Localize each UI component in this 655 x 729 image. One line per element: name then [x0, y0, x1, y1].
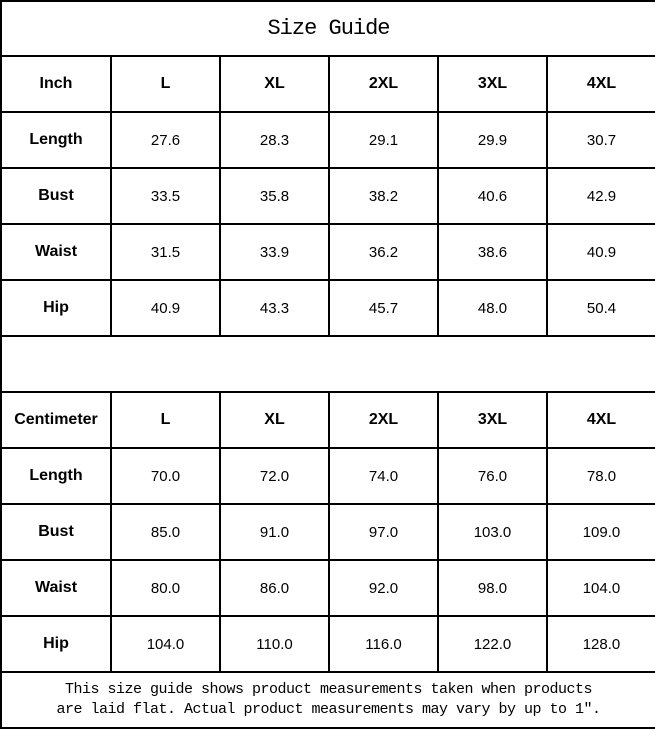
inch-header-row [1, 56, 655, 112]
inch-length-row [1, 112, 655, 168]
inch-waist-row [1, 224, 655, 280]
cm-unit-header: Centimeter [1, 392, 111, 448]
cm-length-row [1, 448, 655, 504]
footer-note [1, 672, 655, 728]
spacer-cell [1, 336, 655, 392]
row-label: Length [1, 448, 111, 504]
cm-bust-row [1, 504, 655, 560]
cm-header-row [1, 392, 655, 448]
inch-bust-row [1, 168, 655, 224]
size-cell: 128.0 [547, 616, 655, 672]
size-cell: 42.9 [547, 168, 655, 224]
size-cell: 104.0 [547, 560, 655, 616]
size-cell: 122.0 [438, 616, 547, 672]
size-cell: 36.2 [329, 224, 438, 280]
size-cell: 30.7 [547, 112, 655, 168]
size-cell: 80.0 [111, 560, 220, 616]
size-cell: 29.1 [329, 112, 438, 168]
col-header-2xl: 2XL [329, 56, 438, 112]
size-cell: 91.0 [220, 504, 329, 560]
row-label: Hip [1, 616, 111, 672]
page-title: Size Guide [1, 1, 655, 56]
row-label: Hip [1, 280, 111, 336]
col-header-4xl: 4XL [547, 56, 655, 112]
row-label: Bust [1, 504, 111, 560]
size-cell: 35.8 [220, 168, 329, 224]
col-header-l: L [111, 56, 220, 112]
size-cell: 98.0 [438, 560, 547, 616]
size-cell: 116.0 [329, 616, 438, 672]
footer-note-line1: This size guide shows product measurements taken when products [64, 681, 593, 698]
size-cell: 104.0 [111, 616, 220, 672]
col-header-xl: XL [220, 56, 329, 112]
size-cell: 103.0 [438, 504, 547, 560]
size-cell: 50.4 [547, 280, 655, 336]
size-cell: 85.0 [111, 504, 220, 560]
col-header-3xl: 3XL [438, 392, 547, 448]
inch-hip-row [1, 280, 655, 336]
col-header-2xl: 2XL [329, 392, 438, 448]
size-cell: 48.0 [438, 280, 547, 336]
size-cell: 97.0 [329, 504, 438, 560]
size-cell: 27.6 [111, 112, 220, 168]
size-cell: 40.9 [547, 224, 655, 280]
size-cell: 110.0 [220, 616, 329, 672]
row-label: Waist [1, 224, 111, 280]
size-cell: 45.7 [329, 280, 438, 336]
size-cell: 109.0 [547, 504, 655, 560]
size-cell: 40.9 [111, 280, 220, 336]
footer-note-line2: are laid flat. Actual product measurements may vary by up to 1″. [56, 701, 601, 718]
size-cell: 74.0 [329, 448, 438, 504]
size-cell: 29.9 [438, 112, 547, 168]
inch-unit-header: Inch [1, 56, 111, 112]
col-header-3xl: 3XL [438, 56, 547, 112]
size-cell: 28.3 [220, 112, 329, 168]
size-cell: 40.6 [438, 168, 547, 224]
table-spacer [1, 336, 655, 392]
col-header-l: L [111, 392, 220, 448]
size-cell: 92.0 [329, 560, 438, 616]
col-header-xl: XL [220, 392, 329, 448]
size-cell: 72.0 [220, 448, 329, 504]
size-cell: 78.0 [547, 448, 655, 504]
footer-note-row [1, 672, 655, 728]
col-header-4xl: 4XL [547, 392, 655, 448]
size-cell: 33.5 [111, 168, 220, 224]
size-cell: 38.2 [329, 168, 438, 224]
size-cell: 70.0 [111, 448, 220, 504]
cm-waist-row [1, 560, 655, 616]
row-label: Bust [1, 168, 111, 224]
size-cell: 33.9 [220, 224, 329, 280]
size-cell: 76.0 [438, 448, 547, 504]
cm-hip-row [1, 616, 655, 672]
size-cell: 38.6 [438, 224, 547, 280]
size-cell: 86.0 [220, 560, 329, 616]
size-cell: 31.5 [111, 224, 220, 280]
row-label: Waist [1, 560, 111, 616]
row-label: Length [1, 112, 111, 168]
size-cell: 43.3 [220, 280, 329, 336]
